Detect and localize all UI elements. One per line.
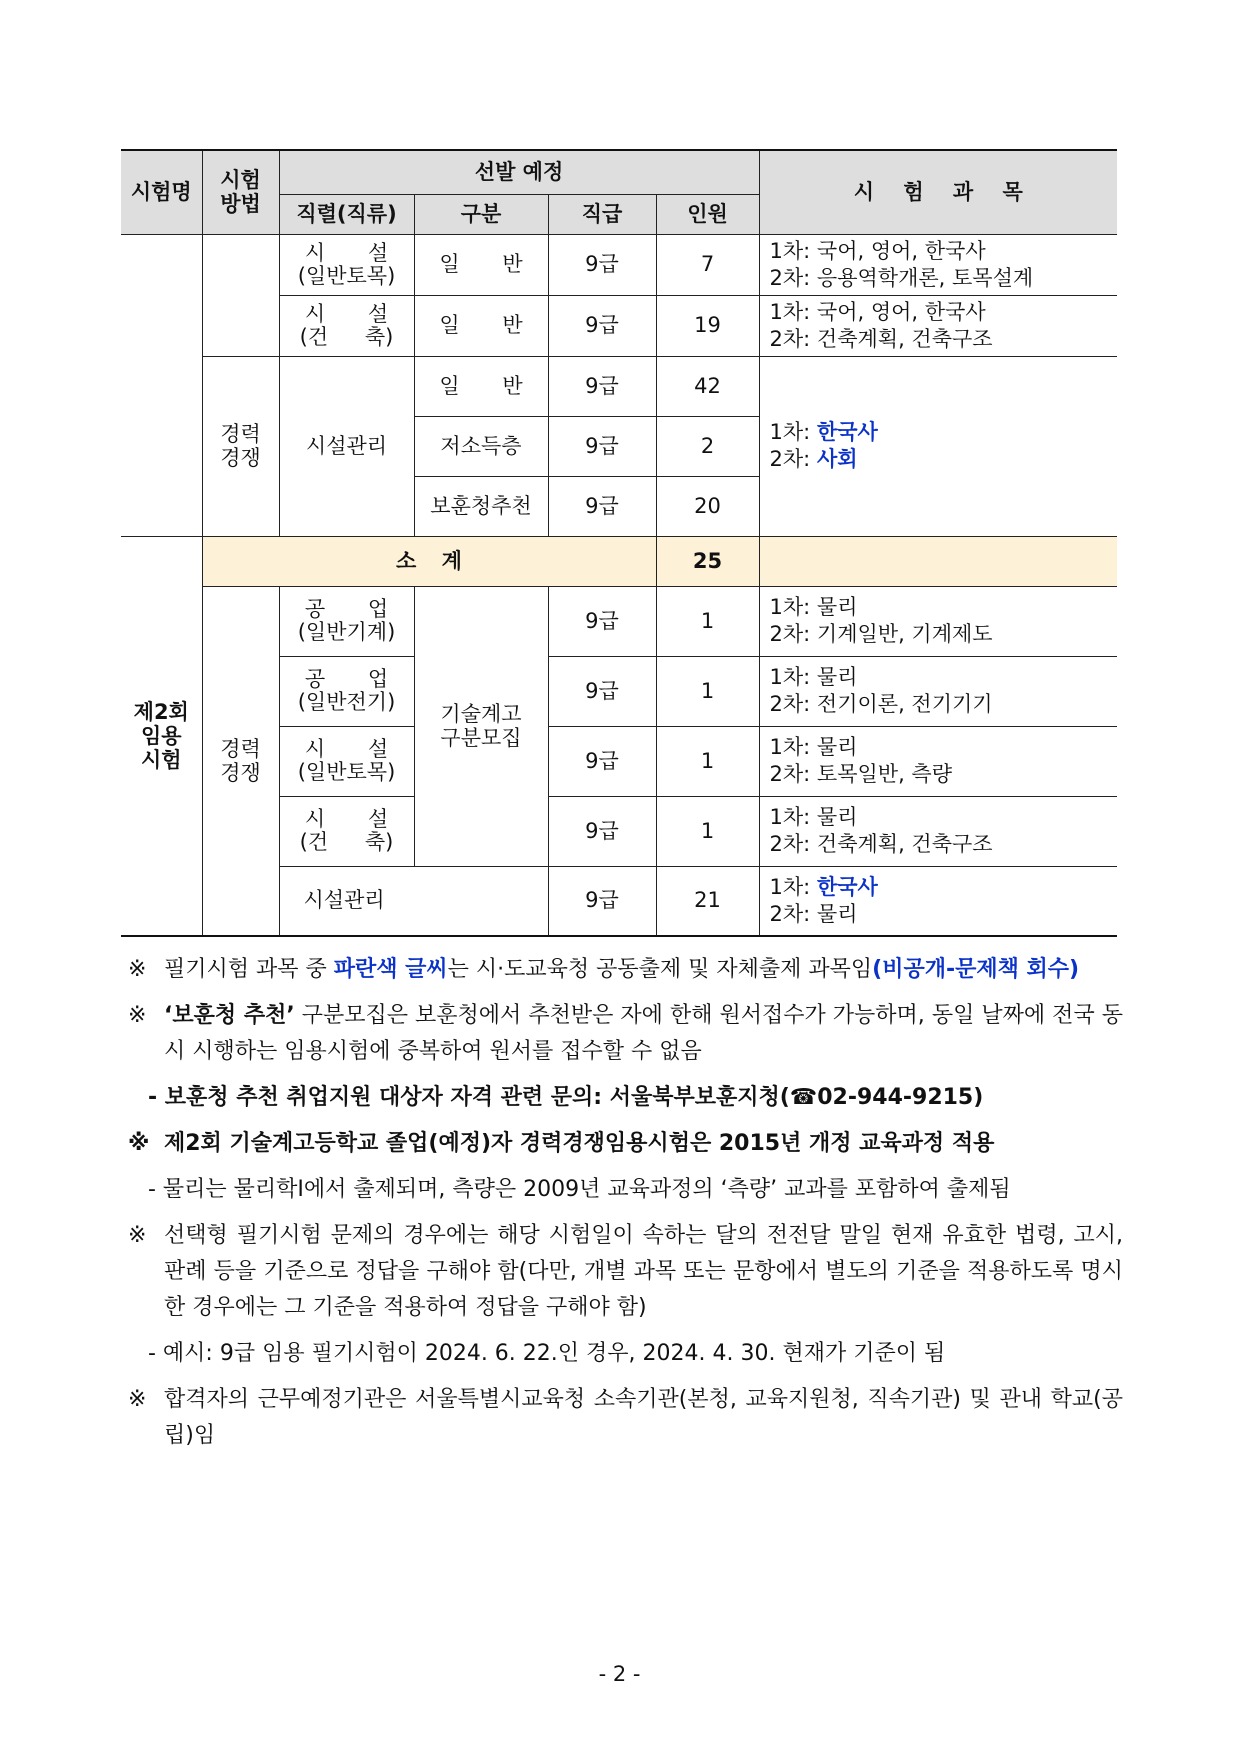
- subject-line-2: 2차: 전기이론, 전기기기: [769, 692, 993, 716]
- count-cell: 1: [656, 796, 759, 866]
- position-line2: (일반토목): [297, 760, 396, 784]
- page-number: - 2 -: [598, 1662, 641, 1686]
- category-cell: 일 반: [414, 356, 548, 416]
- count-cell: 20: [656, 476, 759, 536]
- blue-subject: 한국사: [816, 420, 878, 444]
- subject-line-2: 2차: 건축계획, 건축구조: [769, 326, 993, 351]
- position-cell: [279, 726, 414, 796]
- subjects-cell: [759, 234, 1117, 295]
- count-cell: 19: [656, 295, 759, 356]
- note-blue-text: (비공개-문제책 회수): [872, 957, 1080, 982]
- subject-line-1: 1차: 물리: [769, 805, 858, 829]
- position-line1: 시 설: [304, 240, 389, 265]
- header-grade: 직급: [548, 194, 656, 234]
- subject-line-1: [770, 419, 1111, 446]
- subtotal-empty: [759, 536, 1117, 586]
- position-cell: 시설관리: [279, 866, 548, 936]
- note-mark: ※: [128, 1131, 150, 1156]
- subjects-cell: [759, 866, 1117, 936]
- method-cell-empty: [202, 234, 279, 356]
- count-cell: 1: [656, 726, 759, 796]
- count-cell: 7: [656, 234, 759, 295]
- position-cell: [279, 796, 414, 866]
- subjects-cell: [759, 586, 1117, 656]
- note-example: - 예시: 9급 임용 필기시험이 2024. 6. 22.인 경우, 2024. 4. 30. 현재가 기준이 됨: [148, 1341, 946, 1366]
- position-line2: (건 축): [299, 324, 394, 349]
- subject-line-1: 1차: 국어, 영어, 한국사: [769, 299, 986, 324]
- count-cell: 42: [656, 356, 759, 416]
- header-subjects: 시 험 과 목: [759, 150, 1117, 234]
- note-curriculum: [128, 1126, 1123, 1162]
- subject-line-1: [770, 874, 1111, 901]
- subject-line-2: 2차: 물리: [769, 901, 858, 926]
- subjects-cell: [759, 295, 1117, 356]
- subject-line-2: 2차: 기계일반, 기계제도: [769, 622, 993, 646]
- position-line1: 공 업: [304, 597, 389, 621]
- category-cell: 저소득층: [414, 416, 548, 476]
- header-exam-name: 시험명: [121, 150, 202, 234]
- note-blue-subjects: [128, 952, 1123, 988]
- count-cell: 21: [656, 866, 759, 936]
- note-mark: ※: [128, 957, 147, 982]
- grade-cell: 9급: [548, 234, 656, 295]
- exam-name-cell-empty: [121, 234, 202, 536]
- blue-subject: 한국사: [816, 874, 878, 899]
- note-workplace: [128, 1382, 1123, 1454]
- subject-line-2: 2차: 응용역학개론, 토목설계: [769, 265, 1034, 290]
- note-physics: - 물리는 물리학Ⅰ에서 출제되며, 측량은 2009년 교육과정의 ‘측량’ 교과를 포함하여 출제됨: [148, 1177, 1011, 1202]
- header-method: 시험 방법: [202, 150, 279, 234]
- category-cell: 일 반: [414, 234, 548, 295]
- position-cell: [279, 234, 414, 295]
- note-text: 필기시험 과목 중: [164, 957, 334, 982]
- note-mark: ※: [128, 1387, 147, 1412]
- note-text: 합격자의 근무예정기관은 서울특별시교육청 소속기관(본청, 교육지원청, 직속기관) 및 관내 학교(공립)임: [164, 1387, 1123, 1448]
- table-row: [121, 234, 1117, 295]
- subjects-cell: [759, 656, 1117, 726]
- position-line2: (일반전기): [297, 690, 396, 714]
- count-cell: 1: [656, 586, 759, 656]
- subtotal-row: [121, 536, 1117, 586]
- grade-cell: 9급: [548, 866, 656, 936]
- position-line2: (일반기계): [297, 620, 396, 644]
- note-text: 구분모집은 보훈청에서 추천받은 자에 한해 원서접수가 가능하며, 동일 날짜에 전국 동시 시행하는 임용시험에 중복하여 원서를 접수할 수 없음: [164, 1003, 1123, 1064]
- method-cell: 경력 경쟁: [202, 586, 279, 936]
- subject-prefix: 2차:: [769, 447, 817, 471]
- grade-cell: 9급: [548, 476, 656, 536]
- position-line1: 시 설: [304, 807, 389, 831]
- exam-name-cell: 제2회 임용 시험: [121, 536, 202, 936]
- subject-line-2: [770, 446, 1111, 473]
- method-cell: 경력 경쟁: [202, 356, 279, 536]
- position-line1: 시 설: [304, 737, 389, 761]
- subject-line-1: 1차: 물리: [769, 735, 858, 759]
- grade-cell: 9급: [548, 656, 656, 726]
- note-blue-text: 파란색 글씨: [333, 957, 448, 982]
- note-mark: ※: [128, 1003, 147, 1028]
- position-cell: [279, 656, 414, 726]
- header-category: 구분: [414, 194, 548, 234]
- header-count: 인원: [656, 194, 759, 234]
- subject-line-1: 1차: 국어, 영어, 한국사: [769, 238, 986, 263]
- subjects-cell: [759, 356, 1117, 536]
- notes-section: [128, 952, 1123, 1464]
- subject-prefix: 1차:: [769, 420, 817, 444]
- grade-cell: 9급: [548, 416, 656, 476]
- position-cell: [279, 586, 414, 656]
- table-row: [121, 586, 1117, 656]
- position-cell: 시설관리: [279, 356, 414, 536]
- subtotal-count: 25: [656, 536, 759, 586]
- grade-cell: 9급: [548, 356, 656, 416]
- note-text: 선택형 필기시험 문제의 경우에는 해당 시험일이 속하는 달의 전전달 말일 현재 유효한 법령, 고시, 판례 등을 기준으로 정답을 구해야 함(다만, 개별 과목 또는 문항에서 별도의 기준을 적용하도록 명시한 경우에는 그 기준을 적용하여 정답을 구해야 함): [164, 1223, 1123, 1320]
- exam-table: [121, 149, 1117, 937]
- grade-cell: 9급: [548, 726, 656, 796]
- subject-line-2: 2차: 토목일반, 측량: [769, 762, 952, 786]
- position-line1: 시 설: [304, 301, 389, 326]
- subject-line-2: 2차: 건축계획, 건축구조: [769, 832, 993, 856]
- grade-cell: 9급: [548, 586, 656, 656]
- header-position: 직렬(직류): [279, 194, 414, 234]
- count-cell: 2: [656, 416, 759, 476]
- position-line1: 공 업: [304, 667, 389, 691]
- category-cell: 일 반: [414, 295, 548, 356]
- count-cell: 1: [656, 656, 759, 726]
- category-cell: 기술계고 구분모집: [414, 586, 548, 866]
- blue-subject: 사회: [816, 447, 858, 471]
- position-cell: [279, 295, 414, 356]
- note-bold-text: ‘보훈청 추천’: [164, 1003, 295, 1028]
- subjects-cell: [759, 796, 1117, 866]
- table-row: [121, 356, 1117, 416]
- position-line2: (일반토목): [297, 263, 396, 288]
- subject-line-1: 1차: 물리: [769, 665, 858, 689]
- note-text: 제2회 기술계고등학교 졸업(예정)자 경력경쟁임용시험은 2015년 개정 교육과정 적용: [164, 1131, 995, 1156]
- subtotal-label: 소 계: [202, 536, 656, 586]
- grade-cell: 9급: [548, 796, 656, 866]
- header-selection: 선발 예정: [279, 150, 759, 194]
- subject-prefix: 1차:: [769, 874, 817, 899]
- note-text: 는 시·도교육청 공동출제 및 자체출제 과목임: [447, 957, 873, 982]
- note-veterans-contact: - 보훈청 추천 취업지원 대상자 자격 관련 문의: 서울북부보훈지청(☎02-944-9215): [148, 1085, 984, 1110]
- note-mark: ※: [128, 1223, 147, 1248]
- subjects-cell: [759, 726, 1117, 796]
- note-veterans: [128, 998, 1123, 1070]
- position-line2: (건 축): [299, 830, 394, 854]
- category-cell: 보훈청추천: [414, 476, 548, 536]
- note-answer-basis: [128, 1218, 1123, 1326]
- subject-line-1: 1차: 물리: [769, 595, 858, 619]
- grade-cell: 9급: [548, 295, 656, 356]
